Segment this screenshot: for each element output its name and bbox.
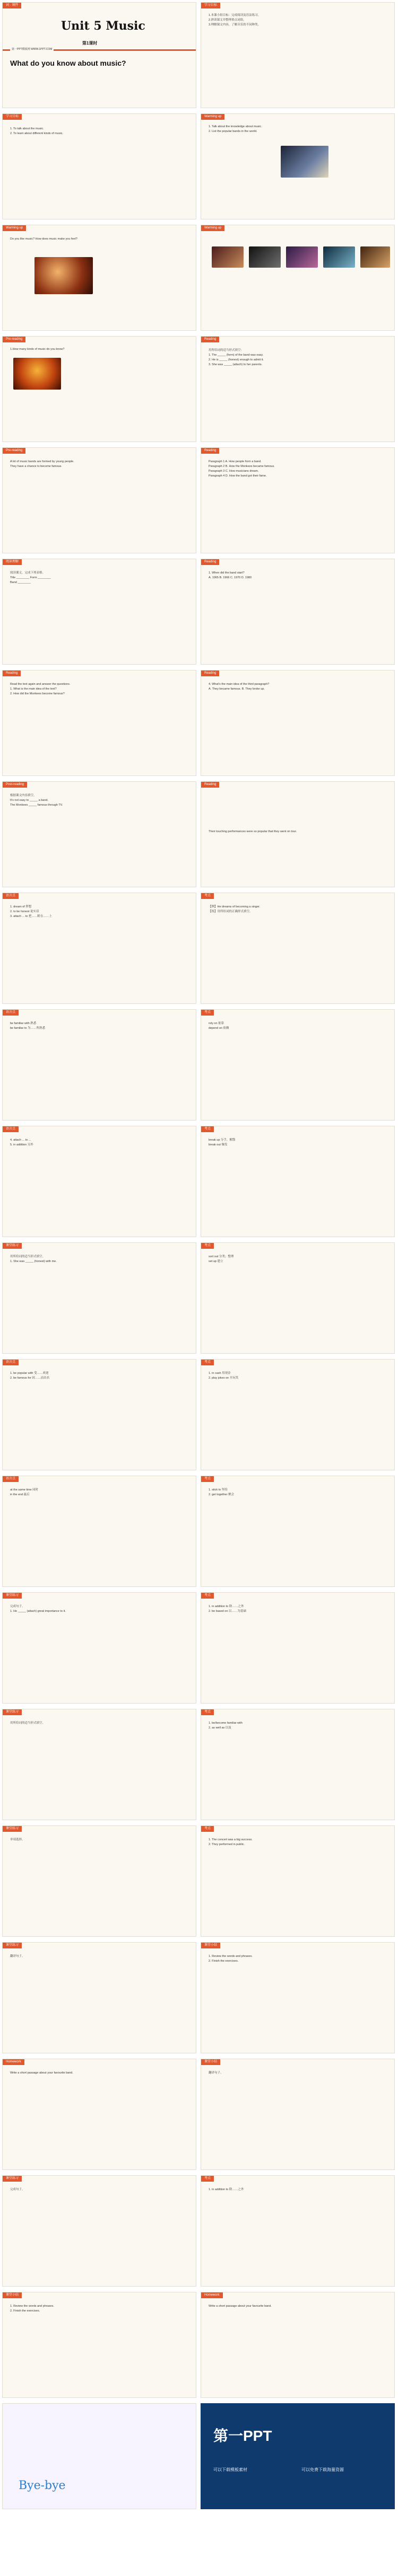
slide-body [209,1838,387,1847]
slide-22[interactable] [201,1126,395,1237]
line: 2. play jokes on 开玩笑 [209,1377,239,1380]
slide-tab: Homework [3,2059,24,2065]
slide-body [209,460,387,479]
line: Write a short passage about your favourite band. [209,2305,272,2308]
line: 2. get together 聚会 [209,1493,234,1496]
line: Do you like music? How does music make you feel? [10,237,77,241]
music-photo-5 [360,246,390,268]
music-photo-2 [249,246,281,268]
slide-35[interactable] [2,1942,196,2053]
slide-tab: 考点 [201,1243,214,1249]
slide-3[interactable] [2,113,196,219]
slide-body [10,237,188,242]
slide-body [10,1021,188,1031]
line: 3. attach ... to 把……附在……上 [10,915,52,918]
line: 1. What is the main idea of the text? [10,687,57,691]
line: 翻译句子。 [10,1955,25,1958]
line: They have a chance to become famous. [10,465,62,468]
slide-tab: 语言点 [3,893,19,899]
slide-tab: 课堂小结 [201,2059,220,2065]
line: 2. to be honest 说实话 [10,910,39,913]
slide-tab: 考点 [201,1126,214,1132]
slide-tab: Warming up [3,225,26,231]
music-photo-1 [212,246,244,268]
slide-tab: 课堂练习 [3,1709,22,1715]
slide-tab: 语言点 [3,1360,19,1365]
line: 1. The concert was a big success. [209,1838,253,1841]
slide-body [209,905,387,914]
slide-15[interactable] [2,781,196,887]
line: 4. attach ... to ... [10,1139,31,1142]
line: 【例】He dreams of becoming a singer. [209,905,261,908]
line: Paragraph 2 B. How the Monkees became famous. [209,465,275,468]
slide-body [209,1954,387,1964]
line: Title ________ Form ________ [10,576,51,579]
line: depend on 依赖 [209,1027,229,1030]
line: 1. Review the words and phrases. [10,2305,54,2308]
slide-13[interactable] [2,670,196,776]
line: It's not easy to _____ a band. [10,799,48,802]
line: 1.How many kinds of music do you know? [10,348,65,351]
slide-tab: 考点 [201,1360,214,1365]
slide-tab: 考点 [201,1010,214,1016]
line: Their touching performances were so popular that they went on tour. [209,830,297,833]
line: 用所给词的适当形式填空。 [10,1722,46,1725]
slide-body [209,1021,387,1031]
line: 【练】用所给词的正确形式填空。 [209,910,253,913]
slide-24[interactable] [201,1242,395,1354]
slide-body [10,571,188,585]
line: 1. be/become familiar with [209,1722,243,1725]
line: 1. Talk about the knowledge about music. [209,125,262,128]
slide-36[interactable] [201,1942,395,2053]
slide-subtitle: 第1课时 [82,41,98,46]
slide-body [209,1371,387,1381]
slide-5[interactable] [2,225,196,331]
line: 1. in cash 用现金 [209,1372,231,1375]
line: 1.本课小组目标：完成阅读及语法练习。 [209,14,261,17]
slide-25[interactable] [2,1359,196,1470]
slide-body [209,1488,387,1497]
slide-20[interactable] [201,1009,395,1121]
slide-tab: 课堂练习 [3,2176,22,2182]
slide-body [10,1721,188,1726]
line: be familiar with 熟悉 [10,1022,37,1025]
line: break up 分手，解散 [209,1139,236,1142]
brand-sub-2: 可以免费下载海量资源 [301,2467,344,2472]
line: 2. To learn about different kinds of music. [10,132,64,135]
line: A. 1965 B. 1966 C. 1970 D. 1980 [209,576,252,579]
music-photo-4 [323,246,355,268]
slide-39[interactable] [2,2175,196,2287]
slide-tab: Reading [201,559,219,565]
slide-tab: 学习目标 [201,3,220,8]
line: 2.熟读课文并整理重点词组。 [209,19,246,22]
line: set up 建立 [209,1260,223,1263]
line: Read the text again and answer the questions. [10,683,71,686]
slide-body [209,1604,387,1614]
slide-body [209,13,387,28]
line: 用所给词的适当形式填空。 [10,1255,46,1258]
slide-16[interactable] [201,781,395,887]
piano-photo [34,257,93,294]
bye-text: Bye-bye [19,2479,66,2492]
slide-tab: 语言点 [3,1126,19,1132]
line: 2. How did the Monkees become famous? [10,692,65,695]
slide-body [10,127,188,136]
line: at the same time 同时 [10,1488,39,1492]
line: 1. She was _____ (honest) with me. [10,1260,57,1263]
line: A. They became famous. B. They broke up. [209,687,265,691]
slide-1[interactable] [2,2,196,108]
line: break out 爆发 [209,1143,228,1146]
slide-tab: Warming up [201,225,224,231]
line: 1. To talk about the music. [10,127,44,130]
slide-body [10,905,188,919]
fire-photo [13,358,61,390]
line: A lot of music bands are formed by young people. [10,460,74,463]
line: Band ________ [10,581,31,584]
concert-photo [281,146,328,178]
slide-23[interactable] [2,1242,196,1354]
line: in the end 最后 [10,1493,30,1496]
slide-body [10,793,188,808]
slide-34[interactable] [201,1825,395,1937]
line: 3.理解课文内容，了解音乐的不同种类。 [209,23,261,27]
line: 2. be based on 以……为基础 [209,1610,246,1613]
line: 完成句子。 [10,1605,25,1608]
line: 2. He is _____ (honest) enough to admit it. [209,358,264,361]
line: 5. in addition 另外 [10,1143,33,1146]
line: 3. She was _____ (attach) to her parents. [209,363,263,366]
line: 4. What's the main idea of the third paragraph? [209,683,270,686]
slide-tab: Warming up [201,114,224,120]
line: Paragraph 1 A. How people form a band. [209,460,262,463]
slide-tab: Reading [201,671,219,676]
line: Paragraph 4 D. How the band got their fame. [209,474,267,478]
slide-tab: Pre-reading [3,337,25,342]
slide-body [209,2071,387,2076]
slide-tab: 考点 [201,1709,214,1715]
slide-18[interactable] [201,893,395,1004]
slide-body [209,1255,387,1264]
slide-body [10,1604,188,1614]
slide-32[interactable] [201,1709,395,1820]
line: 2. be famous for 因……而出名 [10,1377,50,1380]
slide-body [10,1838,188,1842]
slide-14[interactable] [201,670,395,776]
slide-12[interactable] [201,559,395,665]
slide-21[interactable] [2,1126,196,1237]
closing-slide[interactable] [2,2403,196,2509]
slide-tab: 学习目标 [3,114,22,120]
slide-11[interactable] [2,559,196,665]
slide-31[interactable] [2,1709,196,1820]
line: 完成句子。 [10,2188,25,2191]
slide-body [10,1138,188,1148]
slide-10[interactable] [201,447,395,553]
slide-body [10,1371,188,1381]
slide-tab: 课堂练习 [3,1826,22,1832]
slide-body [10,682,188,696]
line: 阅读课文，完成下列表格。 [10,571,46,575]
slide-33[interactable] [2,1825,196,1937]
slide-tab: 考点 [201,1593,214,1599]
slide-38[interactable] [201,2059,395,2170]
brand-label: 第一PPT模板网 WWW.1PPT.COM [10,47,54,52]
slide-body [10,1255,188,1264]
slide-body [209,348,387,367]
line: 2. Finish the exercises. [10,2309,40,2313]
line: 1. When did the band start? [209,571,245,575]
slide-42[interactable] [201,2292,395,2398]
slide-2[interactable] [201,2,395,108]
slide-40[interactable] [201,2175,395,2287]
slide-body [209,1138,387,1148]
line: 单项选择。 [10,1838,25,1841]
slide-body [209,830,387,834]
slide-tab: 课堂练习 [3,1593,22,1599]
slide-tab: 课堂小结 [201,1943,220,1948]
slide-tab: 语言点 [3,1476,19,1482]
line: Write a short passage about your favourite band. [10,2071,73,2075]
slide-body [10,2071,188,2076]
slide-body [209,2187,387,2192]
line: 1. He _____ (attach) great importance to it. [10,1610,66,1613]
line: 1. in addition to 除……之外 [209,1605,244,1608]
line: 2. Finish the exercises. [209,1960,239,1963]
slide-tab: 考点 [201,1476,214,1482]
slide-question: What do you know about music? [10,59,126,67]
slide-28[interactable] [201,1476,395,1587]
slide-body [10,2187,188,2192]
slide-tab: Homework [201,2292,223,2298]
line: sort out 分类；整理 [209,1255,234,1258]
line: 1. Review the words and phrases. [209,1955,253,1958]
slide-title: Unit 5 Music [61,19,145,33]
slide-body [10,1488,188,1497]
line: Paragraph 3 C. How musicians dream. [209,470,259,473]
line: 翻译句子。 [209,2071,223,2075]
slide-17[interactable] [2,893,196,1004]
slide-tab: Post-reading [3,782,27,788]
slide-9[interactable] [2,447,196,553]
slide-19[interactable] [2,1009,196,1121]
slide-tab: 语言点 [3,1010,19,1016]
line: 2. They performed in public. [209,1843,245,1846]
line: 1. The _____ (form) of the band was easy. [209,354,264,357]
slide-tab: Reading [201,782,219,788]
slide-30[interactable] [201,1592,395,1704]
slide-body [209,2304,387,2309]
line: 1. be popular with 受……欢迎 [10,1372,49,1375]
slide-8[interactable] [201,336,395,442]
slide-tab: Reading [201,337,219,342]
slide-37[interactable] [2,2059,196,2170]
brand-panel[interactable] [201,2403,395,2509]
line: be familiar to 为……所熟悉 [10,1027,46,1030]
slide-tab: 词 · 课件 [3,3,21,8]
slide-body [10,460,188,469]
slide-body [10,347,188,352]
slide-tab: 考点 [201,2176,214,2182]
slide-body [10,1954,188,1959]
slide-tab: 课堂小结 [3,2292,22,2298]
slide-29[interactable] [2,1592,196,1704]
slide-27[interactable] [2,1476,196,1587]
slide-41[interactable] [2,2292,196,2398]
slide-26[interactable] [201,1359,395,1470]
brand-sub: 可以下载模板素材 [213,2467,247,2472]
slide-4[interactable] [201,113,395,219]
line: The Monkees _____ famous through TV. [10,804,63,807]
slide-tab: Reading [201,448,219,454]
slide-tab: 课堂练习 [3,1243,22,1249]
slide-6[interactable] [201,225,395,331]
slide-body [10,2304,188,2314]
brand-title: 第一PPT [213,2428,272,2444]
slide-body [209,1721,387,1731]
slide-tab: 阅读理解 [3,559,22,565]
slide-body [209,125,387,134]
slide-7[interactable] [2,336,196,442]
line: rely on 依靠 [209,1022,224,1025]
line: 1. in addition to 除……之外 [209,2188,244,2191]
slide-tab: 考点 [201,1826,214,1832]
line: 1. stick to 坚持 [209,1488,228,1492]
line: 用所给词的适当形式填空： [209,349,244,352]
slide-tab: Pre-reading [3,448,25,454]
line: 1. dream of 梦想 [10,905,32,908]
slide-body [209,571,387,580]
slide-body [209,682,387,692]
music-photo-3 [286,246,318,268]
line: 根据课文内容填空。 [10,794,37,797]
slide-tab: 课堂练习 [3,1943,22,1948]
slide-tab: 考点 [201,893,214,899]
slide-tab: Reading [3,671,21,676]
line: 2. as well as 以及 [209,1726,231,1730]
line: 2. List the popular bands in the world. [209,130,257,133]
